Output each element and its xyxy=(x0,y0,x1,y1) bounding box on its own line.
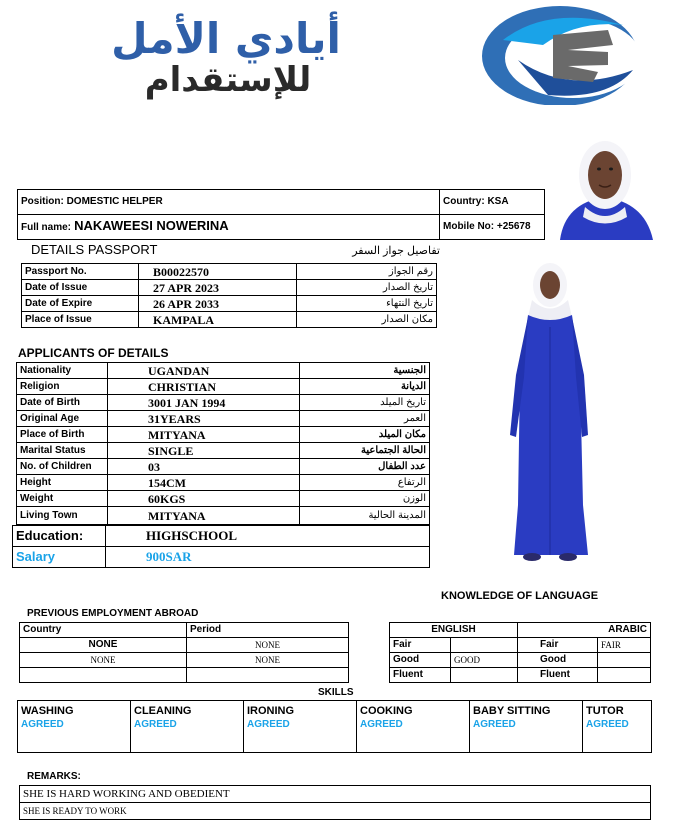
arabic-level-value xyxy=(598,653,651,668)
language-level: Good xyxy=(390,653,451,668)
language-table xyxy=(389,622,651,683)
language-level: Fluent xyxy=(518,668,598,683)
table-row xyxy=(20,653,349,668)
table-row xyxy=(22,312,437,328)
passport-row-ar: تاريخ النتهاء xyxy=(297,296,437,312)
position-label: Position: xyxy=(21,196,64,207)
salary-label: Salary xyxy=(13,547,106,568)
table-row xyxy=(17,395,430,411)
table-row xyxy=(17,475,430,491)
applicant-row-value: 3001 JAN 1994 xyxy=(108,395,300,411)
skill-name: COOKING xyxy=(360,705,413,717)
applicant-row-value: UGANDAN xyxy=(108,363,300,379)
table-row xyxy=(17,379,430,395)
applicant-row-ar: الديانة xyxy=(300,379,430,395)
education-salary-table xyxy=(12,525,430,568)
arabic-level-value xyxy=(598,668,651,683)
applicant-row-label: Date of Birth xyxy=(17,395,108,411)
applicant-row-ar: المدينة الحالية xyxy=(300,507,430,525)
skill-name: CLEANING xyxy=(134,705,192,717)
skills-table xyxy=(17,700,652,753)
table-row xyxy=(390,623,651,638)
language-title: KNOWLEDGE OF LANGUAGE xyxy=(441,590,599,602)
passport-row-label: Date of Issue xyxy=(22,280,139,296)
mobile-label: Mobile No: xyxy=(443,221,495,232)
table-row xyxy=(390,653,651,668)
applicant-table xyxy=(16,362,430,525)
fullname-value: NAKAWEESI NOWERINA xyxy=(74,218,229,233)
skill-cell xyxy=(18,701,131,753)
table-row xyxy=(17,507,430,525)
country-cell xyxy=(440,190,545,215)
passport-row-value: 27 APR 2023 xyxy=(139,280,297,296)
employment-country xyxy=(20,668,187,683)
skill-status: AGREED xyxy=(21,719,64,730)
applicant-title: APPLICANTS OF DETAILS xyxy=(18,346,169,360)
country-value: KSA xyxy=(487,196,509,207)
table-row xyxy=(20,803,651,820)
fullname-cell xyxy=(18,215,440,240)
table-row xyxy=(13,526,430,547)
applicant-row-label: Height xyxy=(17,475,108,491)
header-table xyxy=(17,189,545,240)
education-value: HIGHSCHOOL xyxy=(106,526,430,547)
logo-arabic-line1: أيادي الأمل xyxy=(111,14,341,63)
applicant-row-label: Living Town xyxy=(17,507,108,525)
employment-table xyxy=(19,622,349,683)
passport-row-value: B00022570 xyxy=(139,264,297,280)
employment-period: NONE xyxy=(187,653,349,668)
remarks-table xyxy=(19,785,651,820)
skill-name: TUTOR xyxy=(586,705,624,717)
applicant-row-label: No. of Children xyxy=(17,459,108,475)
language-level: Fair xyxy=(390,638,451,653)
applicant-row-ar: تاريخ الميلد xyxy=(300,395,430,411)
passport-row-value: KAMPALA xyxy=(139,312,297,328)
applicant-row-ar: الرتفاع xyxy=(300,475,430,491)
applicant-row-label: Original Age xyxy=(17,411,108,427)
skills-title: SKILLS xyxy=(318,687,354,698)
applicant-row-ar: الحالة الجتماعية xyxy=(300,443,430,459)
table-row xyxy=(17,427,430,443)
employment-title: PREVIOUS EMPLOYMENT ABROAD xyxy=(27,608,199,619)
applicant-row-ar: الوزن xyxy=(300,491,430,507)
remark-line: SHE IS HARD WORKING AND OBEDIENT xyxy=(20,786,651,803)
mobile-cell xyxy=(440,215,545,240)
employment-period xyxy=(187,668,349,683)
skill-status: AGREED xyxy=(586,719,629,730)
passport-table xyxy=(21,263,437,328)
table-row xyxy=(390,638,651,653)
fullname-label: Full name: xyxy=(21,222,72,233)
skill-cell xyxy=(583,701,652,753)
english-level-value xyxy=(451,668,518,683)
passport-row-ar: تاريخ الصدار xyxy=(297,280,437,296)
passport-title: DETAILS PASSPORT xyxy=(31,242,158,257)
logo-arabic-line2: للإستقدام xyxy=(144,60,312,100)
table-row xyxy=(22,280,437,296)
employment-country: NONE xyxy=(20,638,187,653)
employment-country: NONE xyxy=(20,653,187,668)
applicant-row-label: Weight xyxy=(17,491,108,507)
employment-col-period: Period xyxy=(187,623,349,638)
employment-period: NONE xyxy=(187,638,349,653)
arabic-level-value: FAIR xyxy=(598,638,651,653)
applicant-row-value: 31YEARS xyxy=(108,411,300,427)
applicant-row-ar: عدد الطفال xyxy=(300,459,430,475)
remarks-title: REMARKS: xyxy=(27,771,81,782)
applicant-row-label: Place of Birth xyxy=(17,427,108,443)
passport-row-value: 26 APR 2033 xyxy=(139,296,297,312)
skill-cell xyxy=(470,701,583,753)
salary-value: 900SAR xyxy=(106,547,430,568)
passport-row-ar: مكان الصدار xyxy=(297,312,437,328)
table-row xyxy=(20,638,349,653)
remark-line: SHE IS READY TO WORK xyxy=(20,803,651,820)
language-arabic-header: ARABIC xyxy=(518,623,651,638)
position-cell xyxy=(18,190,440,215)
table-row xyxy=(13,547,430,568)
company-logo xyxy=(48,0,638,110)
skill-name: IRONING xyxy=(247,705,295,717)
portrait-photo xyxy=(545,105,667,240)
language-level: Fair xyxy=(518,638,598,653)
skill-cell xyxy=(131,701,244,753)
table-row xyxy=(22,264,437,280)
applicant-row-value: 154CM xyxy=(108,475,300,491)
country-label: Country: xyxy=(443,196,485,207)
passport-title-ar: تفاصيل جواز السفر xyxy=(352,245,440,257)
table-row xyxy=(17,411,430,427)
applicant-row-ar: العمر xyxy=(300,411,430,427)
applicant-row-value: SINGLE xyxy=(108,443,300,459)
table-row xyxy=(22,296,437,312)
skill-status: AGREED xyxy=(134,719,177,730)
skill-status: AGREED xyxy=(360,719,403,730)
employment-col-country: Country xyxy=(20,623,187,638)
applicant-row-value: 60KGS xyxy=(108,491,300,507)
table-row xyxy=(17,491,430,507)
skill-cell xyxy=(244,701,357,753)
skill-name: WASHING xyxy=(21,705,74,717)
applicant-row-value: 03 xyxy=(108,459,300,475)
skill-status: AGREED xyxy=(247,719,290,730)
table-row xyxy=(17,363,430,379)
full-body-photo xyxy=(470,255,630,575)
skill-status: AGREED xyxy=(473,719,516,730)
english-level-value: GOOD xyxy=(451,653,518,668)
applicant-row-value: CHRISTIAN xyxy=(108,379,300,395)
passport-row-label: Place of Issue xyxy=(22,312,139,328)
position-value: DOMESTIC HELPER xyxy=(66,196,163,207)
skill-name: BABY SITTING xyxy=(473,705,551,717)
applicant-row-label: Marital Status xyxy=(17,443,108,459)
english-level-value xyxy=(451,638,518,653)
applicant-row-value: MITYANA xyxy=(108,507,300,525)
applicant-row-label: Religion xyxy=(17,379,108,395)
table-row xyxy=(20,623,349,638)
applicant-row-value: MITYANA xyxy=(108,427,300,443)
language-level: Good xyxy=(518,653,598,668)
passport-row-label: Date of Expire xyxy=(22,296,139,312)
table-row xyxy=(20,668,349,683)
passport-row-ar: رقم الجواز xyxy=(297,264,437,280)
education-label: Education: xyxy=(13,526,106,547)
applicant-row-label: Nationality xyxy=(17,363,108,379)
applicant-row-ar: الجنسية xyxy=(300,363,430,379)
table-row xyxy=(18,701,652,753)
table-row xyxy=(17,459,430,475)
skill-cell xyxy=(357,701,470,753)
language-level: Fluent xyxy=(390,668,451,683)
table-row xyxy=(20,786,651,803)
table-row xyxy=(390,668,651,683)
language-english-header: ENGLISH xyxy=(390,623,518,638)
applicant-row-ar: مكان الميلد xyxy=(300,427,430,443)
mobile-value: +25678 xyxy=(496,221,531,232)
passport-row-label: Passport No. xyxy=(22,264,139,280)
table-row xyxy=(17,443,430,459)
